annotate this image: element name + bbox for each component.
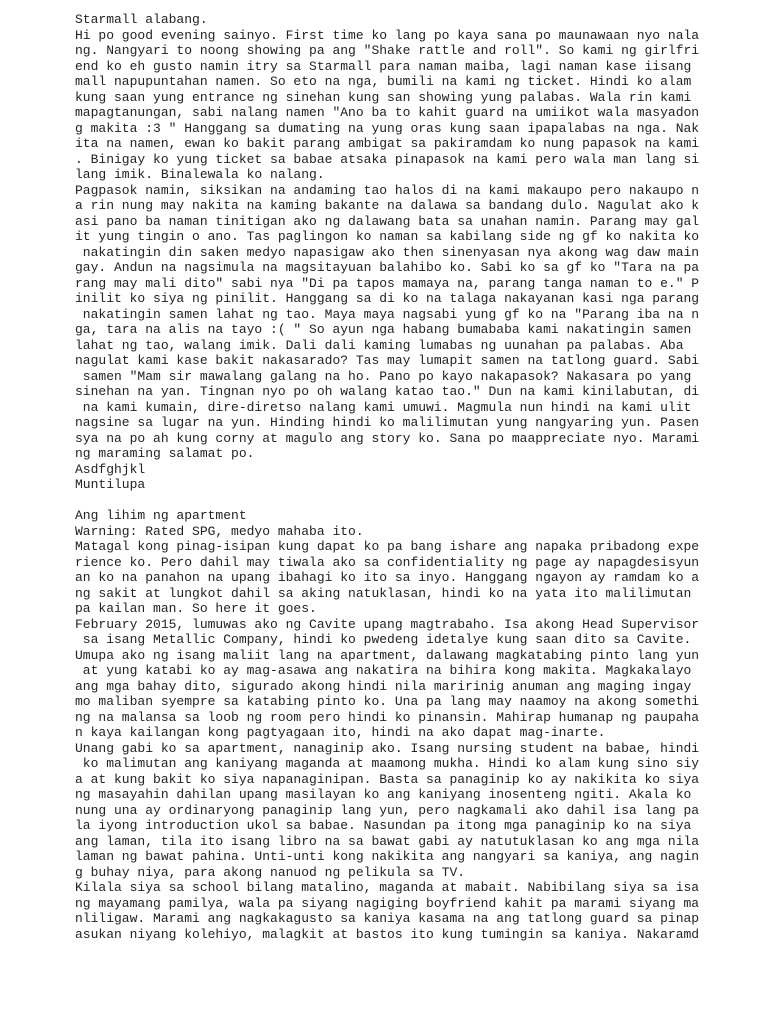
text-line: gay. Andun na nagsimula na magsitayuan balahibo ko. Sabi ko sa gf ko "Tara na pa	[75, 260, 700, 275]
text-line: rang may mali dito" sabi nya "Di pa tapos mamaya na, parang tanga naman to e." P	[75, 275, 700, 291]
text-line: samen "Mam sir mawalang galang na ho. Pano po kayo nakapasok? Nakasara po yang	[75, 368, 692, 384]
text-line: mo maliban syempre sa katabing pinto ko. Una pa lang may naamoy na akong somethi	[75, 694, 700, 709]
text-line: mapagtanungan, sabi nalang namen "Ano ba to kahit guard na umiikot wala masyadon	[75, 105, 700, 120]
text-line: ang mga bahay dito, sigurado akong hindi nila maririnig anuman ang maging ingay	[75, 678, 692, 694]
text-line: it yung tingin o ano. Tas paglingon ko naman sa kabilang side ng gf ko nakita ko	[75, 229, 700, 244]
text-line: ng sakit at lungkot dahil sa aking natuklasan, hindi ko na yata ito malilimutan	[75, 585, 692, 601]
text-line: Umupa ako ng isang maliit lang na apartment, dalawang magkatabing pinto lang yun	[75, 647, 700, 663]
text-line: sinehan na yan. Tingnan nyo po oh walang katao tao." Dun na kami kinilabutan, di	[75, 384, 700, 399]
text-line: Unang gabi ko sa apartment, nanaginip ako. Isang nursing student na babae, hindi	[75, 740, 700, 756]
text-line: mall napupuntahan namen. So eto na nga, bumili na kami ng ticket. Hindi ko alam	[75, 74, 692, 89]
text-line: pa kailan man. So here it goes.	[75, 601, 317, 616]
text-line: g buhay niya, para akong nanuod ng pelikula sa TV.	[75, 864, 466, 880]
text-line: . Binigay ko yung ticket sa babae atsaka pinapasok na kami pero wala man lang si	[75, 151, 700, 167]
text-line: laman ng bawat pahina. Unti-unti kong nakikita ang nangyari sa kaniya, ang nagin	[75, 849, 700, 864]
text-line: Warning: Rated SPG, medyo mahaba ito.	[75, 523, 364, 539]
text-line: ng. Nangyari to noong showing pa ang "Shake rattle and roll". So kami ng girlfri	[75, 43, 700, 58]
text-line: kung saan yung entrance ng sinehan kung san showing yung palabas. Wala rin kami	[75, 89, 692, 105]
text-line: ang laman, tila ito isang libro na sa bawat gabi ay natutuklasan ko ang mga nila	[75, 833, 700, 849]
text-line: n kaya kailangan kong pagtyagaan ito, hindi na ako dapat mag-inarte.	[75, 725, 606, 740]
document-page	[75, 12, 700, 942]
text-line: g makita :3 " Hanggang sa dumating na yung oras kung saan ipapalabas na nga. Nak	[75, 120, 700, 136]
text-line: ng masayahin dahilan upang masilayan ko ang kaniyang inosenteng ngiti. Akala ko	[75, 787, 692, 802]
text-line: end ko eh gusto namin itry sa Starmall para naman maiba, lagi naman kase iisang	[75, 58, 692, 74]
text-line: ko malimutan ang kaniyang maganda at maamong mukha. Hindi ko alam kung sino siy	[75, 756, 700, 771]
text-line: sa isang Metallic Company, hindi ko pwedeng idetalye kung saan dito sa Cavite.	[75, 632, 692, 647]
text-line: ita na namen, ewan ko bakit parang ambigat sa pakiramdam ko nung papasok na kami	[75, 136, 700, 151]
text-line: a rin nung may nakita na kaming bakante na dalawa sa bandang dulo. Nagulat ako k	[75, 198, 700, 213]
text-line: inilit ko siya ng pinilit. Hanggang sa di ko na talaga nakayanan kasi nga parang	[75, 291, 700, 306]
text-line: nakatingin din saken medyo napasigaw ako then sinenyasan nya akong wag daw main	[75, 244, 700, 260]
text-line: nagulat kami kase bakit nakasarado? Tas may lumapit samen na tatlong guard. Sabi	[75, 353, 700, 368]
text-line: la iyong introduction ukol sa babae. Nasundan pa itong mga panaginip ko na siya	[75, 818, 692, 833]
text-line: Ang lihim ng apartment	[75, 508, 247, 523]
text-line: Pagpasok namin, siksikan na andaming tao halos di na kami makaupo pero nakaupo n	[75, 182, 700, 198]
text-line: ng maraming salamat po.	[75, 446, 255, 461]
text-line: nliligaw. Marami ang nagkakagusto sa kaniya kasama na ang tatlong guard sa pinap	[75, 911, 700, 926]
text-line	[75, 493, 675, 509]
text-line: ga, tara na alis na tayo :( " So ayun nga habang bumababa kami nakatingin samen	[75, 322, 692, 337]
text-line: asi pano ba naman tinitigan ako ng dalawang bata sa unahan namin. Parang may gal	[75, 213, 700, 229]
text-line: Starmall alabang.	[75, 12, 208, 27]
text-line: Kilala siya sa school bilang matalino, maganda at mabait. Nabibilang siya sa isa	[75, 880, 700, 895]
text-line: at yung katabi ko ay mag-asawa ang nakatira na bihira kong makita. Magkakalayo	[75, 663, 692, 678]
text-line: lahat ng tao, walang imik. Dali dali kaming lumabas ng uunahan pa palabas. Aba	[75, 337, 684, 353]
text-line: rience ko. Pero dahil may tiwala ako sa confidentiality ng page ay napagdesisyun	[75, 554, 700, 570]
text-line: a at kung bakit ko siya napanaginipan. Basta sa panaginip ko ay nakikita ko siya	[75, 771, 700, 787]
text-line: February 2015, lumuwas ako ng Cavite upang magtrabaho. Isa akong Head Supervisor	[75, 616, 700, 632]
text-line: nagsine sa lugar na yun. Hinding hindi ko malilimutan yung nangyaring yun. Pasen	[75, 415, 700, 430]
text-line: Muntilupa	[75, 477, 146, 492]
text-line: na kami kumain, dire-diretso nalang kami umuwi. Magmula nun hindi na kami ulit	[75, 399, 692, 415]
text-line: asukan niyang kolehiyo, malagkit at bastos ito kung tumingin sa kaniya. Nakaramd	[75, 926, 700, 942]
text-line: Hi po good evening sainyo. First time ko lang po kaya sana po maunawaan nyo nala	[75, 27, 700, 43]
text-line: ng na malansa sa loob ng room pero hindi ko pinansin. Mahirap humanap ng paupaha	[75, 709, 700, 725]
text-line: Matagal kong pinag-isipan kung dapat ko pa bang ishare ang napaka pribadong expe	[75, 539, 700, 554]
text-line: nung una ay ordinaryong panaginip lang yun, pero nagkamali ako dahil isa lang pa	[75, 802, 700, 818]
text-line: an ko na panahon na upang ibahagi ko ito sa inyo. Hanggang ngayon ay ramdam ko a	[75, 570, 700, 585]
text-line: lang imik. Binalewala ko nalang.	[75, 167, 325, 182]
text-line: nakatingin samen lahat ng tao. Maya maya nagsabi yung gf ko na "Parang iba na n	[75, 306, 700, 322]
text-line: ng mayamang pamilya, wala pa siyang nagiging boyfriend kahit pa marami siyang ma	[75, 895, 700, 911]
text-line: Asdfghjkl	[75, 461, 146, 477]
text-line: sya na po ah kung corny at magulo ang story ko. Sana po maappreciate nyo. Marami	[75, 430, 700, 446]
